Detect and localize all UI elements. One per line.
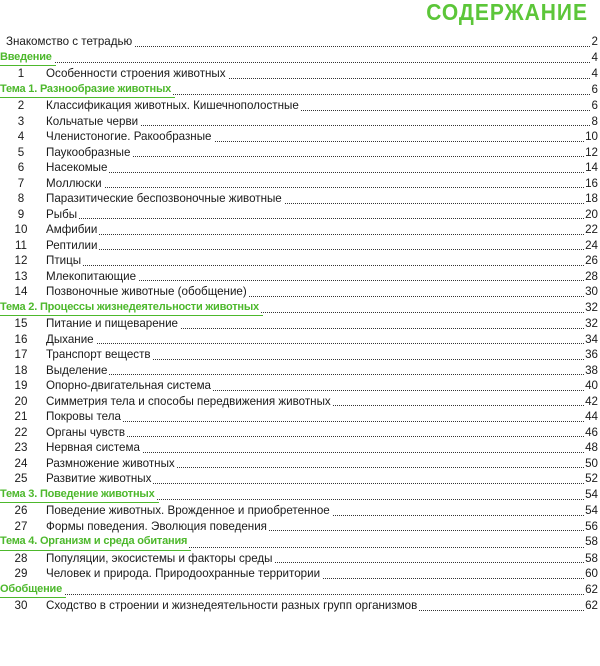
toc-entry-label: Рыбы [46,207,78,221]
toc-page-number: 4 [591,67,598,80]
toc-entry[interactable] [0,503,600,519]
page-title: СОДЕРЖАНИЕ [426,0,588,26]
toc-entry[interactable] [0,160,600,176]
toc-entry[interactable] [0,129,600,145]
entry-number: 28 [14,551,28,565]
dot-leader [46,374,592,375]
toc-entry[interactable] [0,471,600,487]
toc-entry[interactable] [0,425,600,441]
dot-leader [46,436,592,437]
entry-number: 29 [14,567,28,580]
toc-entry[interactable] [0,145,600,161]
entry-number: 27 [14,519,28,533]
entry-number: 4 [17,130,25,143]
toc-entry-label: Покровы тела [46,410,121,423]
toc-entry-label: Транспорт веществ [46,348,151,361]
toc-section-heading[interactable] [0,50,600,67]
toc-entry-label: Дыхание [46,332,94,346]
toc-entry[interactable] [0,519,600,535]
section-page-number: 32 [585,300,598,314]
toc-entry-label: Кольчатые черви [46,114,139,128]
toc-entry-label: Человек и природа. Природоохранные территории [46,567,321,580]
toc-entry-label: Развитие животных [46,472,152,485]
toc-entry[interactable] [0,394,600,410]
toc-page-number: 58 [585,551,598,565]
toc-page-number: 30 [585,285,598,298]
toc-page-number: 56 [585,519,598,533]
toc-page-number: 24 [585,238,598,252]
toc-section-heading[interactable] [0,487,600,504]
toc-entry-label: Выделение [46,363,108,377]
toc-entry[interactable] [0,114,600,130]
toc-entry[interactable] [0,347,600,363]
toc-entry-label: Членистоногие. Ракообразные [46,130,212,143]
toc-entry[interactable] [0,456,600,472]
entry-number: 25 [14,472,28,485]
toc-entry[interactable] [0,207,600,223]
toc-entry[interactable] [0,176,600,192]
toc-entry-label: Амфибии [46,223,98,236]
toc-entry[interactable] [0,284,600,300]
toc-entry-label: Позвоночные животные (обобщение) [46,285,247,298]
toc-section-heading[interactable] [0,534,600,551]
entry-number: 21 [14,410,28,423]
toc-page-number: 26 [585,254,598,267]
toc-entry-label: Особенности строения животных [46,67,226,80]
toc-sections [0,50,600,614]
toc-entry-label: Размножение животных [46,456,175,470]
entry-number: 8 [17,192,25,205]
entry-number: 3 [17,114,25,128]
toc-entry-label: Птицы [46,254,82,267]
toc-page-number: 6 [591,99,598,112]
toc-entry-label: Поведение животных. Врожденное и приобретенное [46,504,330,517]
toc-entry[interactable] [0,566,600,582]
entry-number: 11 [14,238,28,252]
section-title: Тема 4. Организм и среда обитания [0,534,189,550]
entry-number: 14 [14,285,28,298]
toc-page-number: 60 [585,567,598,580]
toc-section-heading[interactable] [0,300,600,317]
toc-entry[interactable] [0,269,600,285]
toc-page-number: 50 [585,456,598,470]
entry-number: 15 [14,317,28,330]
toc-entry-label: Сходство в строении и жизнедеятельности разных групп организмов [46,599,418,612]
toc-entry[interactable] [0,363,600,379]
toc-entry-label: Популяции, экосистемы и факторы среды [46,551,273,565]
toc-page-number: 40 [585,379,598,392]
toc-page-number: 38 [585,363,598,377]
toc-entry-label: Насекомые [46,161,108,174]
toc-intro-row[interactable] [0,34,600,50]
entry-number: 22 [14,425,28,439]
toc-entry-label: Знакомство с тетрадью [6,35,133,48]
section-title: Обобщение [0,582,64,598]
entry-number: 7 [17,176,25,190]
toc-page-number: 36 [585,348,598,361]
entry-number: 26 [14,504,28,517]
section-title: Тема 1. Разнообразие животных [0,82,173,98]
dot-leader [46,265,592,266]
entry-number: 30 [14,599,28,612]
toc-entry[interactable] [0,440,600,456]
toc-page-number: 18 [585,192,598,205]
toc-page-number: 48 [585,441,598,454]
dot-leader [46,421,592,422]
dot-leader [46,187,592,188]
entry-number: 2 [17,99,25,112]
toc-page-number: 20 [585,207,598,221]
toc-page-number: 16 [585,176,598,190]
toc-entry-label: Питание и пищеварение [46,317,178,330]
dot-leader [46,172,592,173]
toc-page-number: 14 [585,161,598,174]
toc-page-number: 54 [585,504,598,517]
toc-entry[interactable] [0,222,600,238]
toc-entry[interactable] [0,409,600,425]
toc-page-number: 2 [591,35,598,48]
dot-leader [0,594,592,595]
toc-page-number: 46 [585,425,598,439]
toc-entry-label: Опорно-двигательная система [46,379,211,392]
section-page-number: 4 [591,50,598,64]
toc-entry-label: Моллюски [46,176,102,190]
table-of-contents [0,34,600,614]
toc-entry[interactable] [0,316,600,332]
entry-number: 10 [14,223,28,236]
toc-entry-label: Симметрия тела и способы передвижения животных [46,394,331,408]
toc-entry[interactable] [0,98,600,114]
toc-page-number: 8 [591,114,598,128]
dot-leader [46,234,592,235]
toc-entry-label: Формы поведения. Эволюция поведения [46,519,267,533]
toc-page-number: 10 [585,130,598,143]
section-title: Введение [0,50,54,66]
toc-page-number: 22 [585,223,598,236]
entry-number: 24 [14,456,28,470]
toc-entry[interactable] [0,191,600,207]
toc-page-number: 32 [585,317,598,330]
toc-entry[interactable] [0,238,600,254]
toc-section-heading[interactable] [0,582,600,599]
entry-number: 20 [14,394,28,408]
section-title: Тема 2. Процессы жизнедеятельности животных [0,300,261,316]
toc-entry-label: Нервная система [46,441,140,454]
toc-entry-label: Органы чувств [46,425,125,439]
toc-entry[interactable] [0,378,600,394]
entry-number: 1 [17,67,25,80]
toc-page-number: 12 [585,145,598,159]
toc-entry[interactable] [0,253,600,269]
toc-page-number: 34 [585,332,598,346]
toc-page-number: 44 [585,410,598,423]
toc-entry[interactable] [0,551,600,567]
entry-number: 6 [17,161,25,174]
dot-leader [46,343,592,344]
entry-number: 18 [14,363,28,377]
toc-page-number: 52 [585,472,598,485]
section-page-number: 6 [591,82,598,96]
dot-leader [46,249,592,250]
toc-section-heading[interactable] [0,82,600,99]
section-page-number: 54 [585,487,598,501]
entry-number: 16 [14,332,28,346]
entry-number: 19 [14,379,28,392]
toc-entry-label: Рептилии [46,238,98,252]
entry-number: 13 [14,269,28,283]
section-page-number: 58 [585,535,598,548]
entry-number: 23 [14,441,28,454]
dot-leader [0,62,592,63]
section-page-number: 62 [585,582,598,596]
entry-number: 17 [14,348,28,361]
toc-entry[interactable] [0,332,600,348]
toc-page-number: 62 [585,599,598,612]
toc-entry-label: Классификация животных. Кишечнополостные [46,99,299,112]
toc-entry[interactable] [0,66,600,82]
entry-number: 9 [17,207,25,221]
toc-page-number: 28 [585,269,598,283]
toc-entry-label: Млекопитающие [46,269,137,283]
dot-leader [46,218,592,219]
toc-entry[interactable] [0,598,600,614]
section-title: Тема 3. Поведение животных [0,487,157,503]
entry-number: 5 [17,145,25,159]
entry-number: 12 [14,254,28,267]
toc-entry-label: Паукообразные [46,145,131,159]
toc-page-number: 42 [585,394,598,408]
toc-entry-label: Паразитические беспозвоночные животные [46,192,282,205]
